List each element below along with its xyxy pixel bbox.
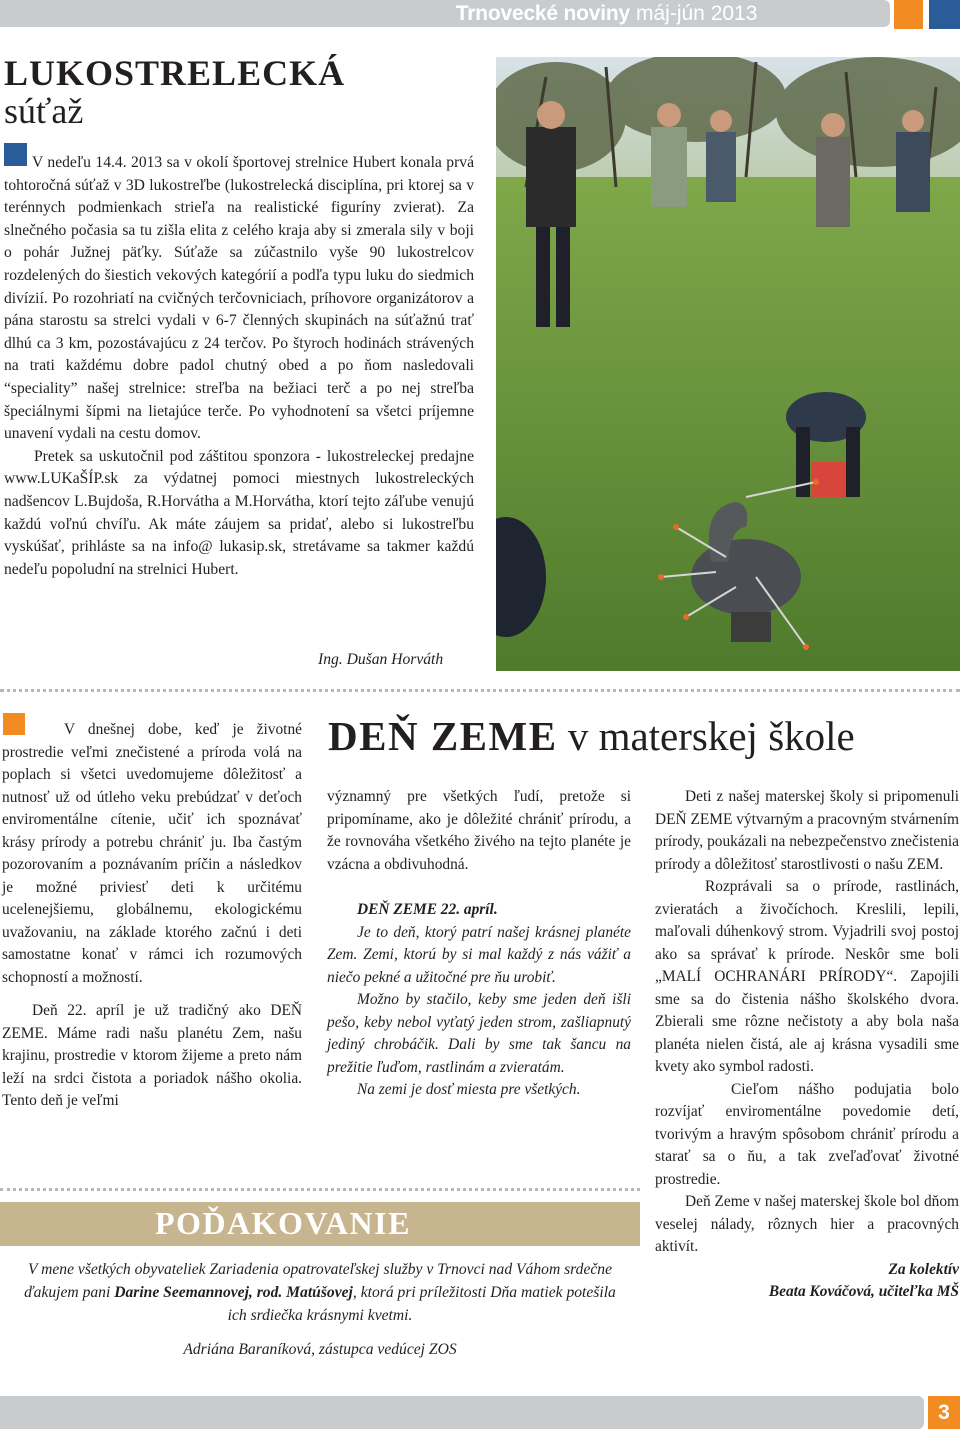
section-divider (0, 689, 960, 692)
earthday-col1-paragraph-2: Deň 22. apríl je už tradičný ako DEŇ ZEME. Máme radi našu planétu Zem, našu krajinu, prostredie v ktorom žijeme a preto nám leží na srdci čistota a poriadok nášho okolia. Tento deň je veľmi (2, 1002, 302, 1109)
archery-photo (496, 57, 960, 671)
earthday-column-2 (327, 786, 631, 1102)
footer-bar (0, 1396, 924, 1429)
article-title-line2: súťaž (4, 91, 84, 131)
earthday-col2-heading: DEŇ ZEME 22. apríl. (357, 901, 498, 918)
earthday-col2-paragraph-1: významný pre všetkých ľudí, pretože si pripomíname, ako je dôležité chrániť prírodu, a že rovnováha všetkého živého na tejto planéte je vzácna a obdivuhodná. (327, 788, 631, 873)
article-title-line1: LUKOSTRELECKÁ (4, 53, 346, 93)
earthday-col2-paragraph-3: Možno by stačilo, keby sme jeden deň išli pešo, keby nebol vyťatý jeden strom, zašliapnutý jediný chrobáčik. Dali by sme tak šancu na prežitie ľuďom, rastlinám a zvieratám. (327, 991, 631, 1076)
orange-square-decoration (894, 0, 923, 29)
archery-author: Ing. Dušan Horváth (318, 651, 444, 668)
earthday-col1-paragraph-1: V dnešnej dobe, keď je životné prostredie veľmi znečistené a príroda volá na poplach si všetci uvedomujeme dôležitosť a nutnosť už od útleho veku prebúdzať v deťoch enviromentálne cítenie, učiť ich spoznávať krásy prírody a potrebu chrániť ju. Iba častým pozorovaním a poznávaním príčin a následkov je možné priviesť deti k určitému ucelenejšiemu, globálnemu, ekologickému uvažovaniu, na základe ktorého začnú i deti samostatne konať v rámci ich rozumových schopností a možností. (2, 721, 302, 986)
earthday-title-rest: v materskej škole (557, 713, 855, 759)
thanks-signature: Adriána Baraníková, zástupca vedúcej ZOS (183, 1341, 457, 1358)
earthday-title-bold: DEŇ ZEME (328, 713, 558, 759)
section-divider-2 (0, 1188, 640, 1191)
earthday-col2-paragraph-4: Na zemi je dosť miesta pre všetkých. (357, 1081, 581, 1098)
issue-date: máj-jún 2013 (636, 2, 758, 25)
thanks-recipient: Darine Seemannovej, rod. Matúšovej (114, 1284, 353, 1301)
earthday-title (328, 712, 855, 760)
newspaper-title: Trnovecké noviny (455, 2, 630, 25)
earthday-col3-paragraph-2: Rozprávali sa o prírode, rastlinách, zvieratách a živočíchoch. Kreslili, lepili, maľovali dúhenkový strom. Vyjadrili svoj postoj ako sa správať k prírode. Neskôr sme boli „MALÍ OCHRANÁRI PRÍRODY“. Zapojili sme sa do čistenia nášho školského dvora. Zbierali sme rôzne nečistoty a aby bola naša planéta nielen čistá, ale aj krásna vysadili sme kvety ako symbol radosti. (655, 878, 959, 1075)
thanks-title: POĎAKOVANIE (155, 1205, 411, 1241)
archery-paragraph-2: Pretek sa uskutočnil pod záštitou sponzora - lukostreleckej predajne www.LUKaŠÍP.sk za výdatnej pomoci miestnych lukostreleckých nadšencov L.Bujdoša, R.Horvátha a M.Horvátha, ktorí tejto záľube venujú každú voľnú chvíľu. Ak máte záujem sa pridať, alebo si lukostreľbu vyskúšať, prihláste sa na info@ lukasip.sk, stretávame sa takmer každú nedeľu popoludní na strelnici Hubert. (4, 447, 474, 578)
earthday-sign-line2: Beata Kováčová, učiteľka MŠ (768, 1283, 959, 1300)
earthday-col3-paragraph-4: Deň Zeme v našej materskej škole bol dňom veselej nálady, rôznych hier a pracovných aktivít. (655, 1193, 959, 1255)
archery-paragraph-1: V nedeľu 14.4. 2013 sa v okolí športovej strelnice Hubert konala prvá tohtoročná súťaž v 3D lukostreľbe (lukostrelecká disciplína, pri ktorej sa v terénnych podmienkach strieľa na realistické figuríny zvierat). Za slnečného počasia sa tu zišla elita z celého kraja aby si zmerala sily v boji o pohár Južnej päťky. Súťaže sa zúčastnilo vyše 90 lukostrelcov rozdelených do šiestich vekových kategórií a podľa typu luku do siedmich divízií. Po rozohriatí na cvičných terčovniciach, príhovore organizátorov a pána starostu sa strelci vydali v 6-7 členných skupinách na súťažnú trať dlhú ca 3 km, pozostávajúcu z 24 terčov. Po štyroch hodinách strávených na trati každému dobre padol chutný obed a po ňom nasledovali “speciality” našej strelnice: streľba na bežiaci terč a po nej streľba špeciálnymi šípmi na lietajúce terče. Po vyhodnotení sa všetci príjemne unavení vydali na cestu domov. (4, 154, 474, 443)
earthday-column-1 (2, 719, 302, 1113)
archery-photo-illustration (496, 57, 960, 671)
earthday-col3-paragraph-1: Deti z našej materskej školy si pripomenuli DEŇ ZEME výtvarným a pracovným stvárnením prírody, poukázali na nebezpečenstvo znečistenia prírody a dôležitosť starostlivosti o našu ZEM. (655, 788, 959, 873)
archery-article-body (4, 152, 474, 581)
blue-square-decoration (929, 0, 960, 29)
earthday-col2-paragraph-2: Je to deň, ktorý patrí našej krásnej planéte Zem. Zemi, ktorú by si mal každý z nás vážiť a niečo pekné a užitočné pre ňu urobiť. (327, 923, 631, 986)
earthday-sign-line1: Za kolektív (888, 1260, 959, 1278)
earthday-column-3 (655, 786, 959, 1304)
earthday-col3-paragraph-3: Cieľom nášho podujatia bolo rozvíjať enviromentálne povedomie detí, tvorivým a hravým spôsobom chrániť prírodu a starať sa o ňu, a tak zveľaďovať životné prostredie. (655, 1080, 959, 1188)
page-number: 3 (928, 1396, 960, 1429)
thanks-body: V mene všetkých obyvateliek Zariadenia opatrovateľskej služby v Trnovci nad Váhom srdečne ďakujem pani Darine Seemannovej, rod. Matúšovej, ktorá pri príležitosti Dňa matiek potešila ich srdiečka krásnymi kvetmi. (24, 1261, 616, 1324)
